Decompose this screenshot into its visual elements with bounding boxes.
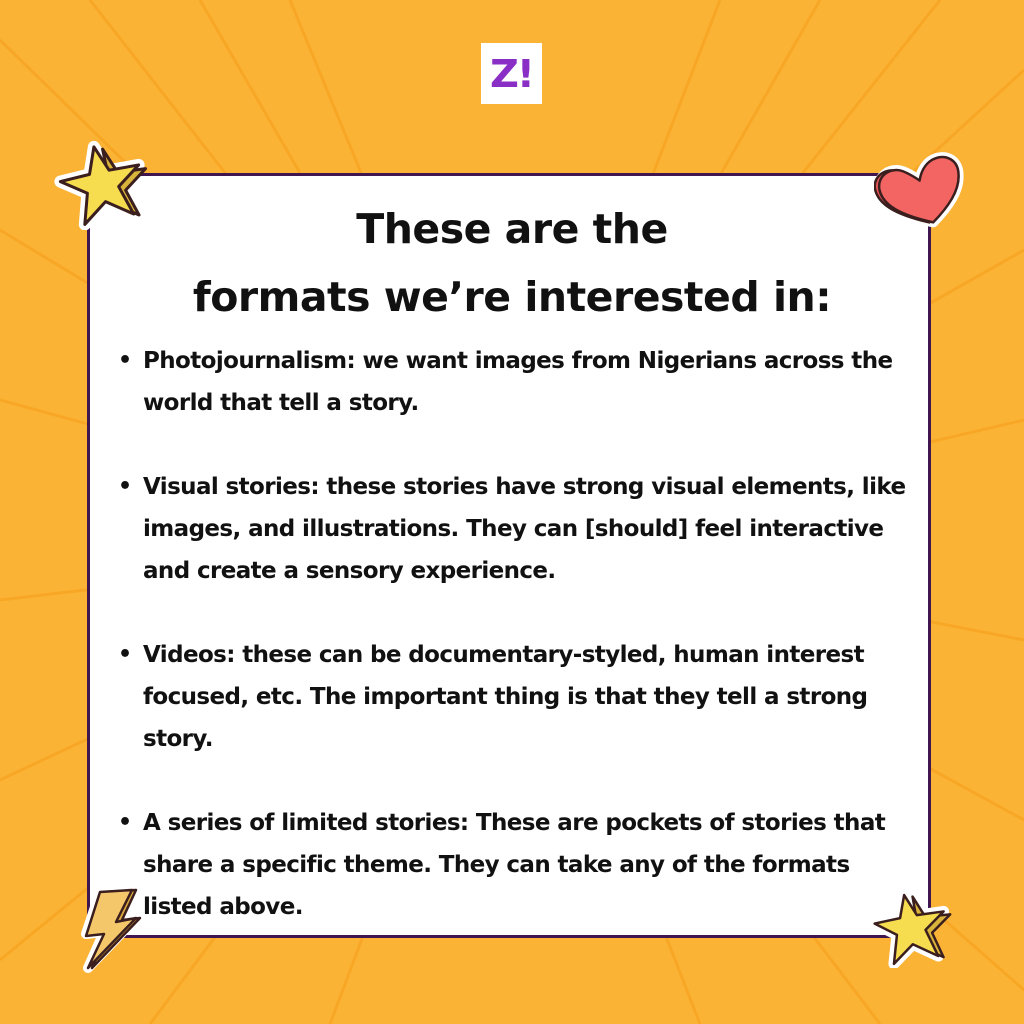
- bullet-icon: •: [118, 348, 132, 373]
- lightning-icon: [78, 884, 148, 974]
- list-item: [115, 634, 925, 760]
- list-item-text: Photojournalism: we want images from Nigerians across the world that tell a story.: [143, 348, 893, 416]
- logo-text: Z!: [490, 51, 533, 96]
- bullet-icon: •: [118, 642, 132, 667]
- list-item-text: A series of limited stories: These are pockets of stories that share a specific theme. They can take any of the formats listed above.: [143, 810, 886, 920]
- star-icon: [868, 888, 958, 968]
- list-item: [115, 802, 925, 928]
- bullet-icon: •: [118, 474, 132, 499]
- list-item: [115, 340, 925, 424]
- title-line-2: formats we’re interested in:: [192, 273, 832, 321]
- title-line-1: These are the: [356, 205, 668, 253]
- list-item: [115, 466, 925, 592]
- list-item-text: Visual stories: these stories have strong visual elements, like images, and illustrations. They can [should] feel interactive and create a sensory experience.: [143, 474, 906, 584]
- bullet-icon: •: [118, 810, 132, 835]
- page-title: [0, 195, 1024, 331]
- formats-list: [115, 340, 925, 970]
- heart-icon: [874, 152, 972, 230]
- zikoko-logo: [481, 43, 542, 104]
- list-item-text: Videos: these can be documentary-styled, human interest focused, etc. The important thing is that they tell a strong story.: [143, 642, 868, 752]
- star-icon: [52, 140, 152, 230]
